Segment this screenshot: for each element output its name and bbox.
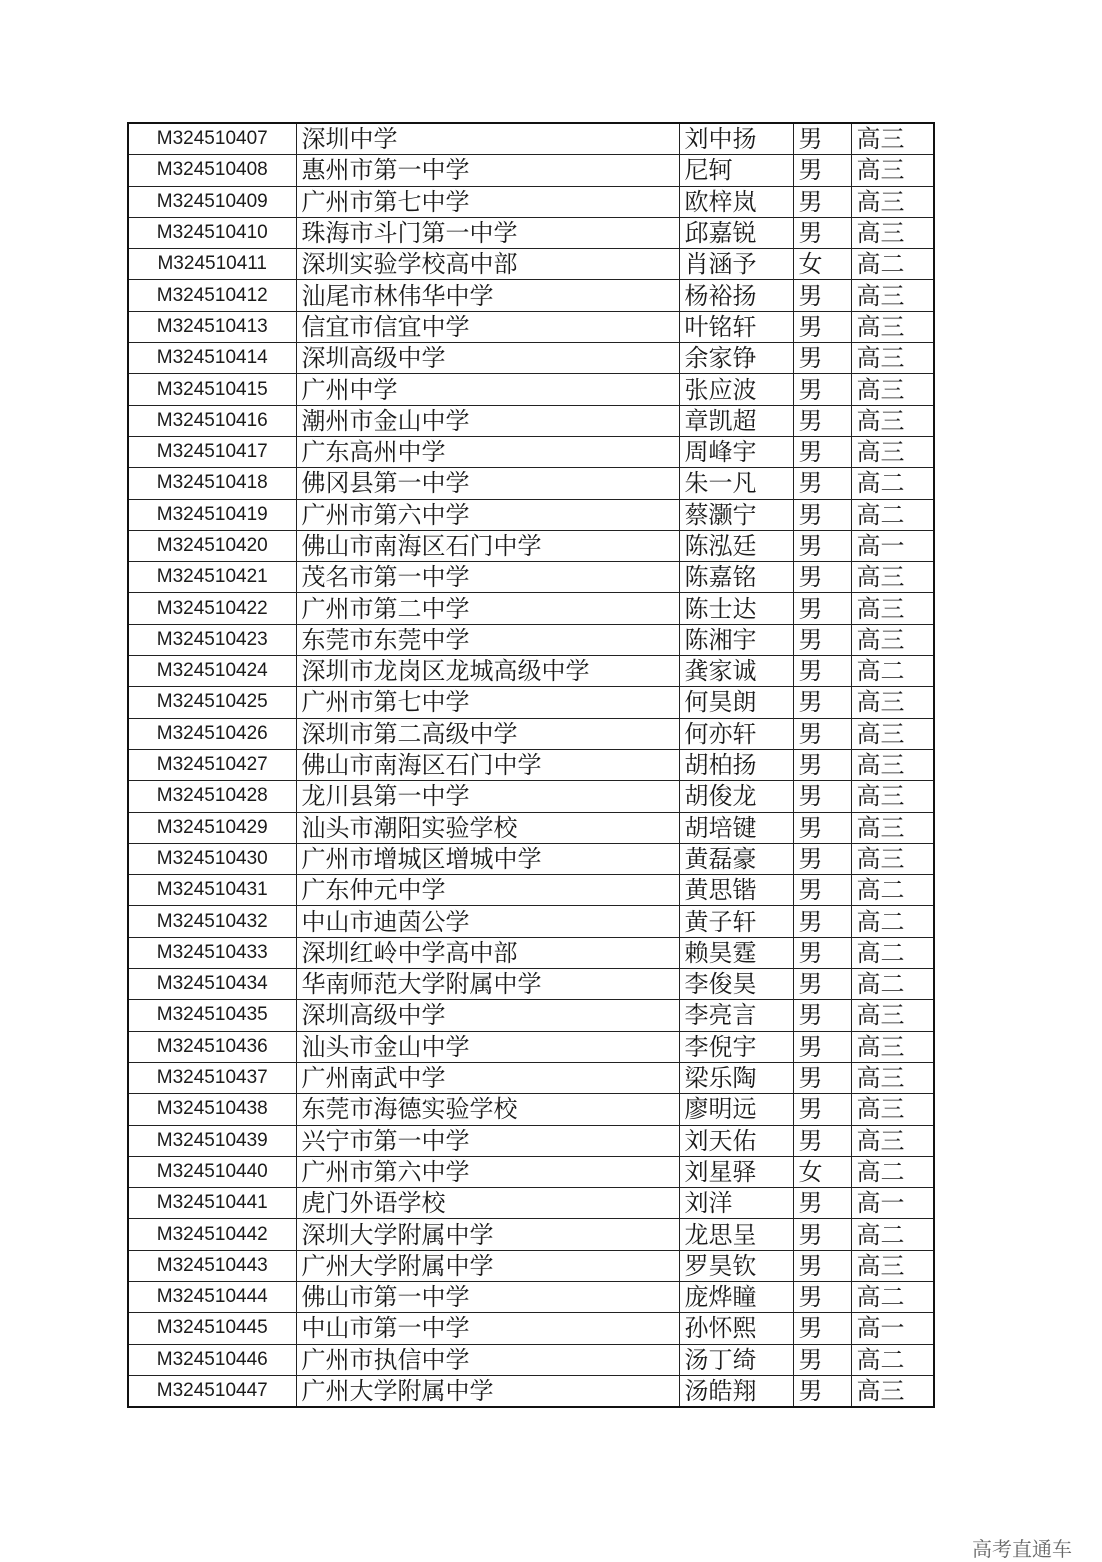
student-id-cell: M324510412 [128,280,296,311]
table-row [128,1375,934,1407]
table-row [128,718,934,749]
grade-cell: 高三 [851,1062,934,1093]
student-id-cell: M324510413 [128,311,296,342]
student-id-cell: M324510445 [128,1313,296,1344]
student-id-cell: M324510421 [128,562,296,593]
gender-cell: 男 [793,656,851,687]
school-name-cell: 广州中学 [296,374,679,405]
gender-cell: 男 [793,374,851,405]
student-id-cell: M324510436 [128,1031,296,1062]
grade-cell: 高三 [851,812,934,843]
student-name-cell: 庞烨瞳 [679,1281,793,1312]
roster-body [128,123,934,1407]
student-name-cell: 刘中扬 [679,123,793,155]
school-name-cell: 广州市执信中学 [296,1344,679,1375]
table-row [128,843,934,874]
table-row [128,1188,934,1219]
table-row [128,374,934,405]
grade-cell: 高三 [851,1125,934,1156]
student-name-cell: 李亮言 [679,1000,793,1031]
student-name-cell: 龙思呈 [679,1219,793,1250]
school-name-cell: 广州市第六中学 [296,499,679,530]
gender-cell: 男 [793,749,851,780]
gender-cell: 男 [793,468,851,499]
gender-cell: 男 [793,624,851,655]
table-row [128,1094,934,1125]
student-name-cell: 余家铮 [679,343,793,374]
school-name-cell: 广州市第七中学 [296,186,679,217]
grade-cell: 高三 [851,562,934,593]
table-row [128,562,934,593]
grade-cell: 高三 [851,1031,934,1062]
table-row [128,1313,934,1344]
school-name-cell: 广东仲元中学 [296,875,679,906]
table-row [128,311,934,342]
school-name-cell: 华南师范大学附属中学 [296,969,679,1000]
grade-cell: 高三 [851,123,934,155]
school-name-cell: 广州大学附属中学 [296,1375,679,1407]
student-id-cell: M324510433 [128,937,296,968]
school-name-cell: 广州大学附属中学 [296,1250,679,1281]
gender-cell: 男 [793,405,851,436]
gender-cell: 男 [793,687,851,718]
table-row [128,1062,934,1093]
student-name-cell: 李倪宇 [679,1031,793,1062]
table-row [128,405,934,436]
school-name-cell: 深圳市龙岗区龙城高级中学 [296,656,679,687]
student-name-cell: 黄磊豪 [679,843,793,874]
student-id-cell: M324510425 [128,687,296,718]
school-name-cell: 汕头市潮阳实验学校 [296,812,679,843]
grade-cell: 高三 [851,405,934,436]
grade-cell: 高二 [851,875,934,906]
student-id-cell: M324510417 [128,436,296,467]
gender-cell: 男 [793,1313,851,1344]
student-id-cell: M324510431 [128,875,296,906]
gender-cell: 男 [793,1188,851,1219]
student-name-cell: 汤皓翔 [679,1375,793,1407]
student-id-cell: M324510407 [128,123,296,155]
table-row [128,937,934,968]
gender-cell: 男 [793,969,851,1000]
table-row [128,343,934,374]
student-id-cell: M324510418 [128,468,296,499]
student-name-cell: 章凯超 [679,405,793,436]
student-id-cell: M324510428 [128,781,296,812]
grade-cell: 高二 [851,1281,934,1312]
student-name-cell: 陈士达 [679,593,793,624]
grade-cell: 高三 [851,1250,934,1281]
watermark-text: 高考直通车 [972,1537,1072,1561]
school-name-cell: 广东高州中学 [296,436,679,467]
school-name-cell: 广州市第七中学 [296,687,679,718]
grade-cell: 高二 [851,1219,934,1250]
student-name-cell: 周峰宇 [679,436,793,467]
school-name-cell: 佛山市南海区石门中学 [296,530,679,561]
school-name-cell: 佛山市南海区石门中学 [296,749,679,780]
grade-cell: 高三 [851,311,934,342]
table-row [128,1125,934,1156]
grade-cell: 高三 [851,280,934,311]
student-name-cell: 胡培键 [679,812,793,843]
table-row [128,593,934,624]
grade-cell: 高三 [851,1375,934,1407]
student-name-cell: 罗昊钦 [679,1250,793,1281]
grade-cell: 高三 [851,374,934,405]
student-name-cell: 汤丁绮 [679,1344,793,1375]
gender-cell: 男 [793,1031,851,1062]
table-row [128,875,934,906]
table-row [128,1031,934,1062]
table-row [128,906,934,937]
gender-cell: 男 [793,1062,851,1093]
grade-cell: 高一 [851,1188,934,1219]
grade-cell: 高二 [851,906,934,937]
table-row [128,217,934,248]
gender-cell: 男 [793,906,851,937]
grade-cell: 高二 [851,656,934,687]
gender-cell: 男 [793,1375,851,1407]
school-name-cell: 珠海市斗门第一中学 [296,217,679,248]
grade-cell: 高一 [851,1313,934,1344]
student-id-cell: M324510422 [128,593,296,624]
gender-cell: 男 [793,155,851,186]
grade-cell: 高三 [851,781,934,812]
grade-cell: 高三 [851,436,934,467]
student-id-cell: M324510423 [128,624,296,655]
grade-cell: 高三 [851,593,934,624]
student-id-cell: M324510411 [128,249,296,280]
student-id-cell: M324510419 [128,499,296,530]
student-name-cell: 刘洋 [679,1188,793,1219]
school-name-cell: 佛冈县第一中学 [296,468,679,499]
school-name-cell: 深圳大学附属中学 [296,1219,679,1250]
student-name-cell: 黄子轩 [679,906,793,937]
gender-cell: 男 [793,186,851,217]
table-row [128,123,934,155]
grade-cell: 高二 [851,937,934,968]
grade-cell: 高三 [851,217,934,248]
school-name-cell: 茂名市第一中学 [296,562,679,593]
student-name-cell: 尼轲 [679,155,793,186]
student-id-cell: M324510430 [128,843,296,874]
school-name-cell: 信宜市信宜中学 [296,311,679,342]
table-row [128,656,934,687]
gender-cell: 男 [793,343,851,374]
grade-cell: 高三 [851,687,934,718]
student-name-cell: 陈湘宇 [679,624,793,655]
student-id-cell: M324510415 [128,374,296,405]
student-id-cell: M324510432 [128,906,296,937]
table-row [128,812,934,843]
table-row [128,781,934,812]
table-row [128,1281,934,1312]
student-name-cell: 叶铭轩 [679,311,793,342]
grade-cell: 高二 [851,969,934,1000]
gender-cell: 男 [793,530,851,561]
gender-cell: 男 [793,280,851,311]
gender-cell: 男 [793,718,851,749]
table-row [128,1219,934,1250]
table-row [128,1250,934,1281]
student-id-cell: M324510447 [128,1375,296,1407]
grade-cell: 高三 [851,343,934,374]
gender-cell: 男 [793,1281,851,1312]
school-name-cell: 龙川县第一中学 [296,781,679,812]
grade-cell: 高三 [851,155,934,186]
student-name-cell: 龚家诚 [679,656,793,687]
student-name-cell: 刘天佑 [679,1125,793,1156]
student-name-cell: 欧梓岚 [679,186,793,217]
gender-cell: 男 [793,937,851,968]
student-id-cell: M324510409 [128,186,296,217]
grade-cell: 高二 [851,1344,934,1375]
student-id-cell: M324510440 [128,1156,296,1187]
student-id-cell: M324510438 [128,1094,296,1125]
student-name-cell: 廖明远 [679,1094,793,1125]
school-name-cell: 兴宁市第一中学 [296,1125,679,1156]
table-row [128,280,934,311]
grade-cell: 高二 [851,1156,934,1187]
student-id-cell: M324510437 [128,1062,296,1093]
gender-cell: 男 [793,1344,851,1375]
gender-cell: 男 [793,562,851,593]
school-name-cell: 东莞市东莞中学 [296,624,679,655]
student-name-cell: 胡俊龙 [679,781,793,812]
grade-cell: 高三 [851,718,934,749]
gender-cell: 女 [793,249,851,280]
student-name-cell: 孙怀熙 [679,1313,793,1344]
student-id-cell: M324510435 [128,1000,296,1031]
student-name-cell: 何亦轩 [679,718,793,749]
school-name-cell: 中山市迪茵公学 [296,906,679,937]
student-name-cell: 杨裕扬 [679,280,793,311]
student-name-cell: 张应波 [679,374,793,405]
gender-cell: 男 [793,1094,851,1125]
student-name-cell: 蔡灏宁 [679,499,793,530]
student-id-cell: M324510426 [128,718,296,749]
grade-cell: 高三 [851,749,934,780]
table-row [128,249,934,280]
student-name-cell: 胡柏扬 [679,749,793,780]
school-name-cell: 广州市增城区增城中学 [296,843,679,874]
gender-cell: 男 [793,843,851,874]
gender-cell: 男 [793,1125,851,1156]
gender-cell: 男 [793,436,851,467]
student-id-cell: M324510444 [128,1281,296,1312]
student-id-cell: M324510434 [128,969,296,1000]
student-name-cell: 陈泓廷 [679,530,793,561]
student-name-cell: 邱嘉锐 [679,217,793,248]
student-name-cell: 黄思锴 [679,875,793,906]
grade-cell: 高二 [851,468,934,499]
school-name-cell: 汕尾市林伟华中学 [296,280,679,311]
student-id-cell: M324510442 [128,1219,296,1250]
gender-cell: 男 [793,812,851,843]
grade-cell: 高三 [851,1000,934,1031]
table-row [128,530,934,561]
grade-cell: 高一 [851,530,934,561]
school-name-cell: 深圳红岭中学高中部 [296,937,679,968]
student-id-cell: M324510416 [128,405,296,436]
student-name-cell: 赖昊霆 [679,937,793,968]
school-name-cell: 东莞市海德实验学校 [296,1094,679,1125]
grade-cell: 高三 [851,624,934,655]
table-row [128,969,934,1000]
school-name-cell: 佛山市第一中学 [296,1281,679,1312]
gender-cell: 男 [793,311,851,342]
student-id-cell: M324510443 [128,1250,296,1281]
student-id-cell: M324510429 [128,812,296,843]
school-name-cell: 广州市第六中学 [296,1156,679,1187]
school-name-cell: 潮州市金山中学 [296,405,679,436]
table-row [128,624,934,655]
gender-cell: 男 [793,1000,851,1031]
school-name-cell: 中山市第一中学 [296,1313,679,1344]
table-row [128,186,934,217]
gender-cell: 男 [793,781,851,812]
student-id-cell: M324510446 [128,1344,296,1375]
gender-cell: 男 [793,217,851,248]
table-row [128,1156,934,1187]
table-row [128,436,934,467]
table-row [128,468,934,499]
student-name-cell: 朱一凡 [679,468,793,499]
school-name-cell: 深圳中学 [296,123,679,155]
table-row [128,155,934,186]
roster-table [127,122,935,1408]
grade-cell: 高二 [851,249,934,280]
gender-cell: 男 [793,1219,851,1250]
grade-cell: 高三 [851,1094,934,1125]
grade-cell: 高三 [851,843,934,874]
table-row [128,499,934,530]
student-id-cell: M324510441 [128,1188,296,1219]
table-row [128,1000,934,1031]
student-id-cell: M324510420 [128,530,296,561]
student-id-cell: M324510439 [128,1125,296,1156]
student-id-cell: M324510410 [128,217,296,248]
table-row [128,749,934,780]
school-name-cell: 深圳市第二高级中学 [296,718,679,749]
gender-cell: 女 [793,1156,851,1187]
school-name-cell: 惠州市第一中学 [296,155,679,186]
school-name-cell: 深圳高级中学 [296,343,679,374]
gender-cell: 男 [793,875,851,906]
table-row [128,687,934,718]
student-id-cell: M324510414 [128,343,296,374]
student-id-cell: M324510427 [128,749,296,780]
student-name-cell: 李俊昊 [679,969,793,1000]
school-name-cell: 汕头市金山中学 [296,1031,679,1062]
student-name-cell: 梁乐陶 [679,1062,793,1093]
school-name-cell: 深圳实验学校高中部 [296,249,679,280]
student-name-cell: 陈嘉铭 [679,562,793,593]
school-name-cell: 虎门外语学校 [296,1188,679,1219]
student-name-cell: 肖涵予 [679,249,793,280]
school-name-cell: 广州市第二中学 [296,593,679,624]
grade-cell: 高三 [851,186,934,217]
school-name-cell: 深圳高级中学 [296,1000,679,1031]
student-name-cell: 何昊朗 [679,687,793,718]
student-name-cell: 刘星驿 [679,1156,793,1187]
gender-cell: 男 [793,499,851,530]
gender-cell: 男 [793,123,851,155]
student-id-cell: M324510424 [128,656,296,687]
gender-cell: 男 [793,593,851,624]
grade-cell: 高二 [851,499,934,530]
table-row [128,1344,934,1375]
school-name-cell: 广州南武中学 [296,1062,679,1093]
student-id-cell: M324510408 [128,155,296,186]
gender-cell: 男 [793,1250,851,1281]
